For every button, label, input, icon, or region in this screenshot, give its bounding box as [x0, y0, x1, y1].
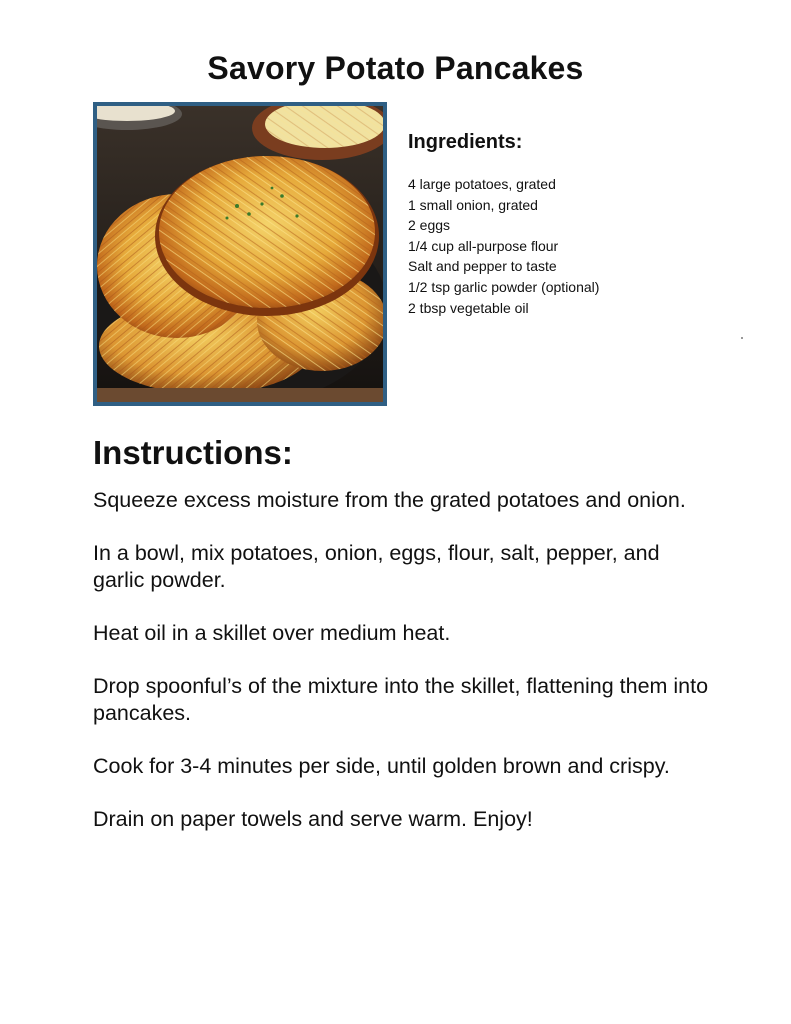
ingredient-item: 1/2 tsp garlic powder (optional): [408, 278, 600, 295]
ingredients-list: [408, 174, 748, 318]
page-title: Savory Potato Pancakes: [207, 50, 584, 86]
ingredients-heading: Ingredients:: [408, 131, 523, 153]
instruction-step: Heat oil in a skillet over medium heat.: [93, 621, 451, 645]
instructions-heading: Instructions:: [93, 434, 293, 471]
instruction-step: Drop spoonful’s of the mixture into the skillet, flattening them into pancakes.: [93, 674, 709, 725]
ingredient-item: 4 large potatoes, grated: [408, 176, 556, 192]
instruction-step: In a bowl, mix potatoes, onion, eggs, flour, salt, pepper, and garlic powder.: [93, 541, 660, 592]
instruction-step: Drain on paper towels and serve warm. Enjoy!: [93, 807, 533, 831]
photo-illustration: [97, 106, 383, 402]
ingredients-section: [408, 131, 748, 318]
instruction-step: Cook for 3-4 minutes per side, until golden brown and crispy.: [93, 754, 670, 778]
ingredient-item: 2 eggs: [408, 217, 451, 234]
ingredient-item: 2 tbsp vegetable oil: [408, 299, 529, 316]
ingredient-item: 1 small onion, grated: [408, 196, 538, 213]
potato-pancakes-photo: [93, 102, 387, 406]
stray-mark: [741, 337, 743, 339]
instructions-section: [93, 433, 713, 859]
ingredient-item: 1/4 cup all-purpose flour: [408, 237, 559, 254]
ingredient-item: Salt and pepper to taste: [408, 258, 557, 275]
instruction-step: Squeeze excess moisture from the grated potatoes and onion.: [93, 488, 686, 512]
